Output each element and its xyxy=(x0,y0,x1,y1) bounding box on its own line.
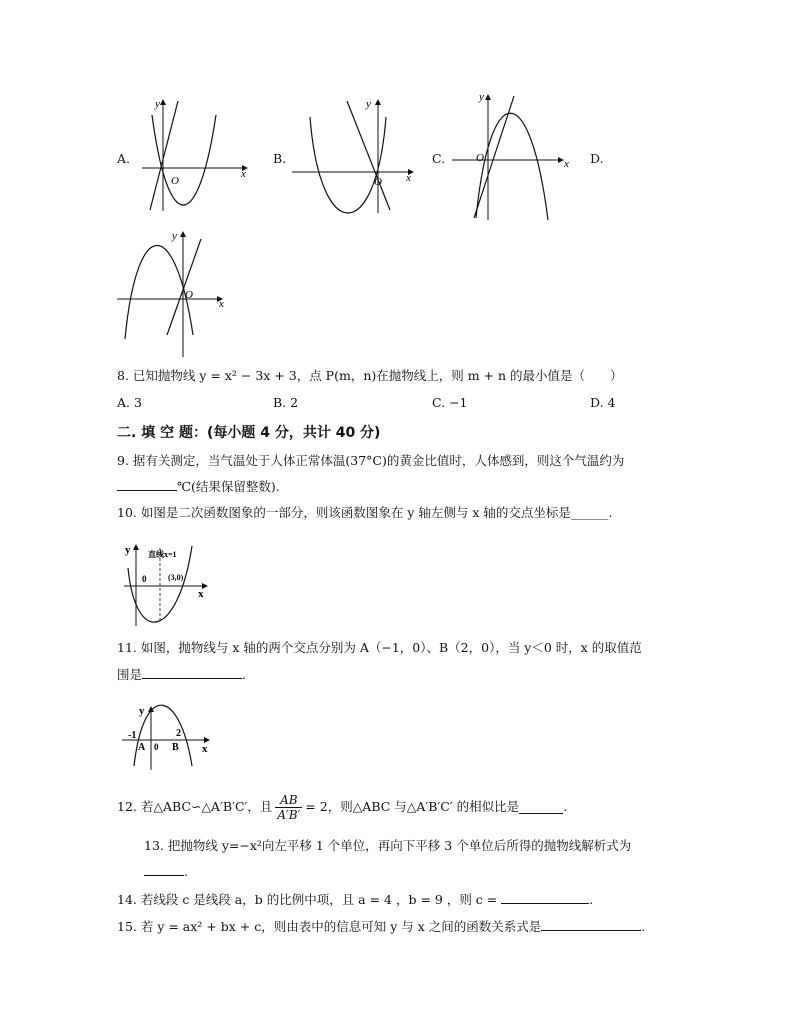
answer-blank[interactable] xyxy=(541,918,641,931)
question-15-suffix: . xyxy=(641,919,646,934)
parabola xyxy=(152,115,216,205)
two-label: 2 xyxy=(176,728,181,739)
line xyxy=(150,101,178,210)
option-c-label: C. xyxy=(432,151,446,166)
question-12 xyxy=(117,790,567,824)
answer-blank[interactable] xyxy=(519,801,563,814)
question-14-prefix: 14. 若线段 c 是线段 a，b 的比例中项，且 a = 4 ，b = 9 ，则 c = xyxy=(117,892,498,907)
question-15 xyxy=(117,918,645,935)
point-b-label: B xyxy=(172,742,179,753)
question-13-line2 xyxy=(144,863,188,880)
x-label: x xyxy=(219,298,224,310)
y-axis-arrow xyxy=(160,99,166,105)
answer-blank[interactable] xyxy=(117,478,177,491)
origin-label: O xyxy=(185,289,193,301)
x-label: x xyxy=(564,158,569,170)
origin-label: O xyxy=(374,176,382,188)
question-8-option-b: B. 2 xyxy=(273,395,299,410)
y-label: y xyxy=(366,98,371,110)
question-9-line2 xyxy=(117,478,280,495)
question-13-line1: 13. 把抛物线 y=−x²向左平移 1 个单位，再向下平移 3 个单位后所得的抛物线解析式为 xyxy=(144,838,632,853)
question-12-prefix: 12. 若△ABC∽△A′B′C′，且 xyxy=(117,799,273,814)
origin-label: O xyxy=(171,175,179,187)
y-label: y xyxy=(139,705,145,717)
y-axis-arrow xyxy=(133,544,139,550)
option-a-label: A. xyxy=(117,151,131,166)
question-11-line2 xyxy=(117,666,246,683)
question-14-suffix: . xyxy=(589,892,594,907)
option-b-label: B. xyxy=(273,151,287,166)
fraction-numerator: AB xyxy=(275,793,302,808)
question-10-figure xyxy=(118,538,214,628)
question-11-figure xyxy=(118,700,218,772)
y-label: y xyxy=(172,230,177,242)
y-label: y xyxy=(479,91,484,103)
graph-b xyxy=(290,95,416,215)
fraction-denominator: A′B′ xyxy=(277,807,301,822)
graph-d xyxy=(115,225,235,361)
parabola xyxy=(476,113,548,220)
question-12-middle: = 2，则△ABC 与△A′B′C′ 的相似比是 xyxy=(305,799,520,814)
x-label: x xyxy=(241,168,246,180)
option-d-label: D. xyxy=(590,151,604,166)
question-10-text: 10. 如图是二次函数图象的一部分，则该函数图象在 y 轴左侧与 x 轴的交点坐标是______. xyxy=(117,505,613,520)
question-12-suffix: . xyxy=(563,799,568,814)
origin-label: 0 xyxy=(154,742,159,752)
question-8-option-c: C. −1 xyxy=(432,395,468,410)
answer-blank[interactable] xyxy=(501,891,589,904)
answer-blank[interactable] xyxy=(144,863,184,876)
y-axis-arrow xyxy=(180,231,186,237)
y-axis-arrow xyxy=(375,99,381,105)
x-label: x xyxy=(202,743,208,755)
question-8-option-a: A. 3 xyxy=(117,395,142,410)
parabola xyxy=(310,117,386,213)
minus-one-label: -1 xyxy=(128,730,137,741)
y-label: y xyxy=(155,98,160,110)
y-label: y xyxy=(125,544,131,556)
question-13-suffix: . xyxy=(184,864,188,879)
point-label: (3,0) xyxy=(168,573,184,582)
graph-a xyxy=(138,95,250,215)
question-9-suffix: ℃(结果保留整数). xyxy=(177,479,280,494)
axis-label: 直线x=1 xyxy=(148,550,177,559)
origin-label: O xyxy=(476,152,484,164)
section-2-heading: 二. 填 空 题：(每小题 4 分，共计 40 分) xyxy=(117,425,381,441)
question-14 xyxy=(117,891,593,908)
origin-label: 0 xyxy=(142,574,147,584)
question-8-text: 8. 已知抛物线 y = x² − 3x + 3，点 P(m，n)在抛物线上，则 m + n 的最小值是（ ） xyxy=(117,368,623,383)
line xyxy=(347,101,390,210)
question-15-prefix: 15. 若 y = ax² + bx + c，则由表中的信息可知 y 与 x 之间的函数关系式是 xyxy=(117,919,542,934)
question-11-line1: 11. 如图，抛物线与 x 轴的两个交点分别为 A（−1，0）、B（2，0），当 y＜0 时，x 的取值范 xyxy=(117,640,642,655)
x-label: x xyxy=(406,172,411,184)
ratio-fraction xyxy=(275,793,302,822)
question-9-line1: 9. 据有关测定，当气温处于人体正常体温(37°C)的黄金比值时，人体感到，则这个气温约为 xyxy=(117,453,625,468)
answer-blank[interactable] xyxy=(142,666,242,679)
y-axis-arrow xyxy=(485,94,491,100)
graph-c xyxy=(450,88,576,224)
point-a-label: A xyxy=(138,742,146,753)
question-8-option-d: D. 4 xyxy=(590,395,616,410)
line xyxy=(167,239,201,335)
x-label: x xyxy=(198,588,204,600)
question-11-suffix: . xyxy=(242,667,246,682)
question-11-prefix: 围是 xyxy=(117,667,143,682)
